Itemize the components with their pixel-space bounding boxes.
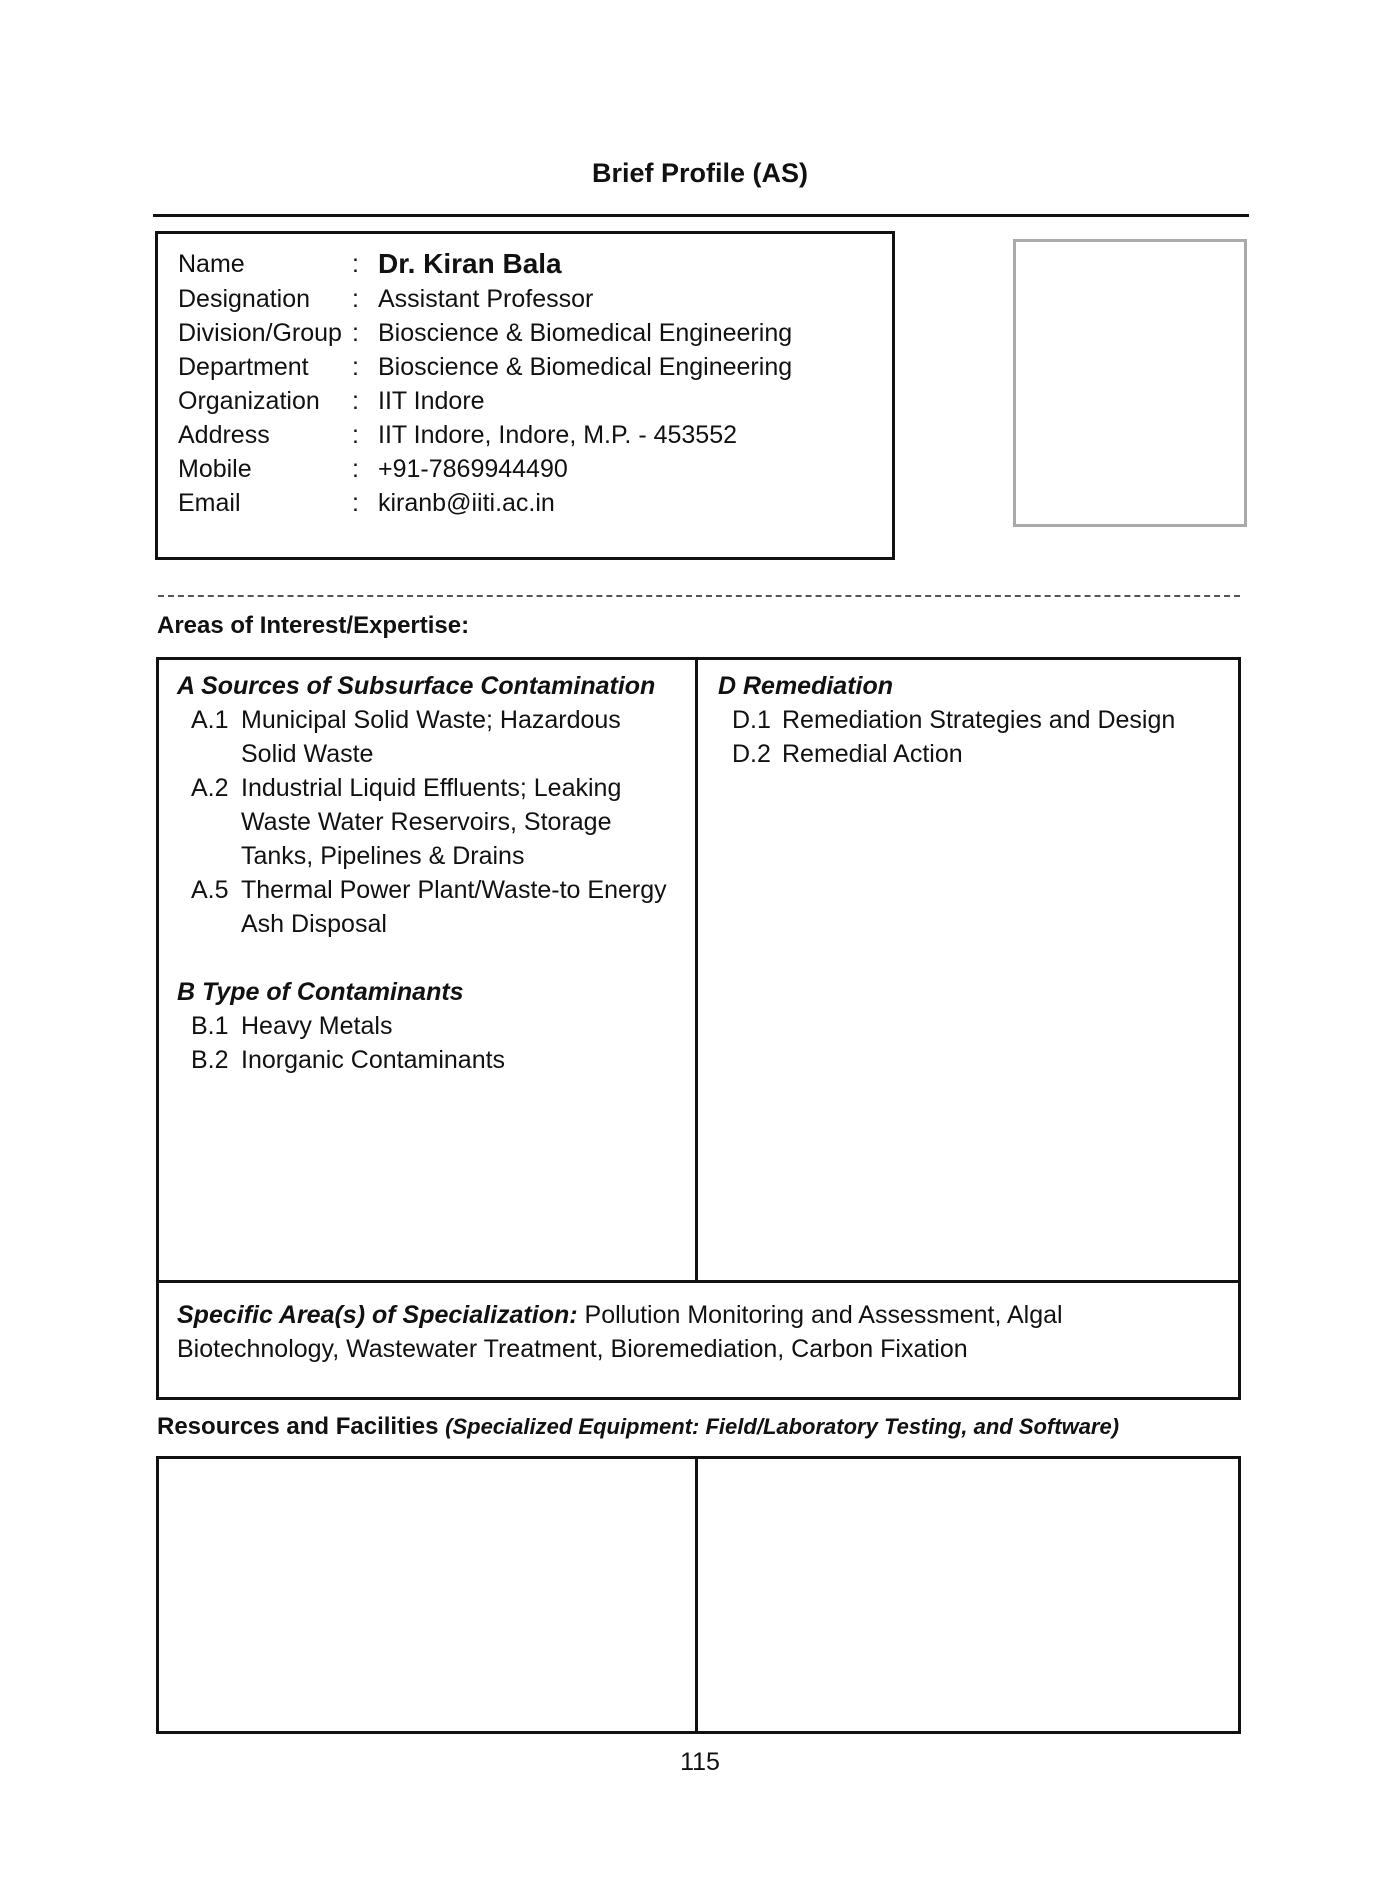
item-text: Remediation Strategies and Design	[782, 706, 1176, 734]
profile-colon: :	[352, 489, 359, 517]
resources-column-divider	[695, 1456, 698, 1734]
profile-value: IIT Indore	[378, 387, 485, 415]
profile-value: kiranb@iiti.ac.in	[378, 489, 555, 517]
list-item	[191, 873, 682, 941]
profile-name-value: Dr. Kiran Bala	[378, 248, 562, 279]
profile-label: Department	[178, 353, 309, 381]
page-number: 115	[680, 1748, 720, 1776]
areas-row-divider	[156, 1280, 1241, 1283]
profile-value: IIT Indore, Indore, M.P. - 453552	[378, 421, 738, 449]
resources-title: Resources and Facilities	[157, 1413, 439, 1440]
item-text: Thermal Power Plant/Waste-to Energy Ash Disposal	[241, 876, 667, 938]
title-rule	[153, 214, 1249, 217]
profile-label: Organization	[178, 387, 320, 415]
resources-subtitle: (Specialized Equipment: Field/Laboratory Testing, and Software)	[445, 1414, 1120, 1439]
profile-value: Bioscience & Biomedical Engineering	[378, 319, 793, 347]
resources-table	[156, 1456, 1241, 1734]
item-code: A.1	[191, 706, 229, 734]
profile-colon: :	[352, 285, 359, 313]
profile-colon: :	[352, 455, 359, 483]
list-item	[191, 703, 682, 771]
item-text: Inorganic Contaminants	[241, 1046, 506, 1074]
profile-value: +91-7869944490	[378, 455, 568, 483]
item-text: Remedial Action	[782, 740, 963, 768]
item-text: Municipal Solid Waste; Hazardous Solid Waste	[241, 706, 621, 768]
list-item	[191, 1009, 682, 1043]
profile-colon: :	[352, 319, 359, 347]
profile-label: Division/Group	[178, 319, 342, 347]
specialization	[177, 1298, 1227, 1366]
profile-label: Address	[178, 421, 270, 449]
item-code: B.2	[191, 1046, 229, 1074]
photo-placeholder	[1013, 239, 1247, 527]
category-b-heading: B Type of Contaminants	[177, 978, 464, 1006]
profile-label: Designation	[178, 285, 311, 313]
specialization-label: Specific Area(s) of Specialization:	[177, 1301, 578, 1329]
profile-label: Email	[178, 489, 241, 517]
specialization-text: Pollution Monitoring and Assessment, Algal Biotechnology, Wastewater Treatment, Bioremediation, Carbon Fixation	[177, 1301, 1063, 1363]
profile-label: Mobile	[178, 455, 252, 483]
list-item	[732, 703, 1228, 737]
item-text: Industrial Liquid Effluents; Leaking Waste Water Reservoirs, Storage Tanks, Pipelines & Drains	[241, 774, 622, 870]
dashed-divider	[158, 595, 1240, 597]
areas-column-divider	[695, 657, 698, 1283]
page-title: Brief Profile (AS)	[591, 158, 809, 188]
profile-value: Bioscience & Biomedical Engineering	[378, 353, 793, 381]
profile-box	[155, 231, 895, 560]
item-code: B.1	[191, 1012, 229, 1040]
areas-left-column	[177, 669, 682, 1077]
category-d-heading: D Remediation	[718, 672, 894, 700]
list-item	[191, 1043, 682, 1077]
profile-colon: :	[352, 421, 359, 449]
item-code: D.2	[732, 740, 771, 768]
resources-heading	[157, 1413, 1119, 1441]
item-code: D.1	[732, 706, 771, 734]
item-text: Heavy Metals	[241, 1012, 393, 1040]
category-a-heading: A Sources of Subsurface Contamination	[177, 672, 656, 700]
item-code: A.2	[191, 774, 229, 802]
areas-heading: Areas of Interest/Expertise:	[157, 612, 470, 639]
profile-colon: :	[352, 250, 359, 278]
profile-colon: :	[352, 353, 359, 381]
item-code: A.5	[191, 876, 229, 904]
areas-right-column	[718, 669, 1228, 771]
profile-label: Name	[178, 250, 245, 278]
list-item	[732, 737, 1228, 771]
profile-value: Assistant Professor	[378, 285, 594, 313]
profile-colon: :	[352, 387, 359, 415]
list-item	[191, 771, 682, 873]
